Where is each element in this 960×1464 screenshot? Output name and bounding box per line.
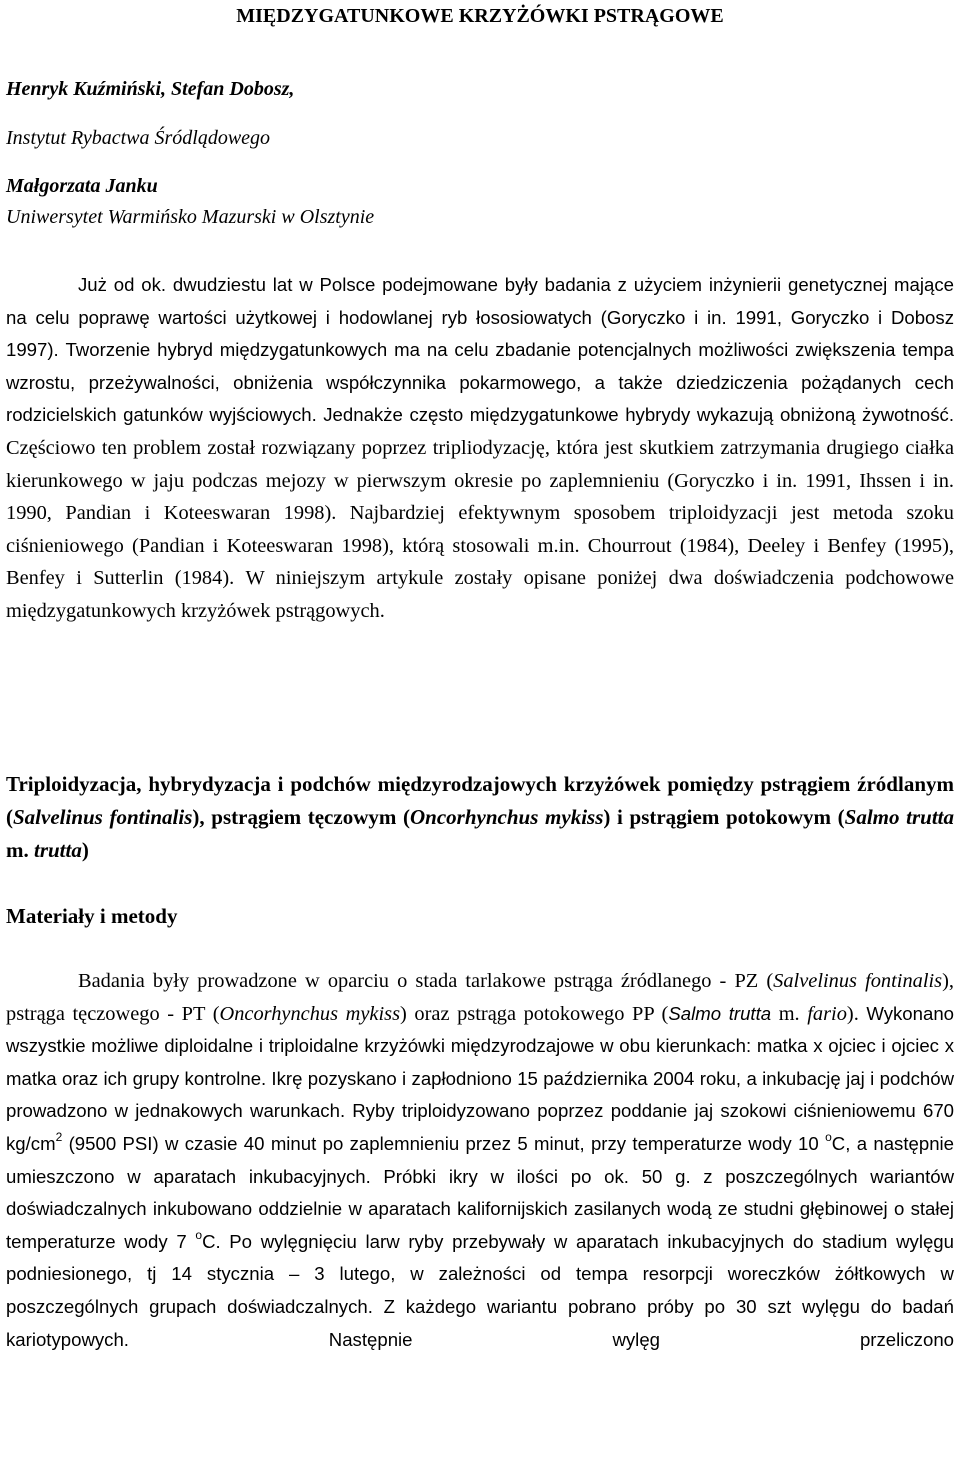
methods-g1: Po wylęgnięciu larw ryby przebywały w aparatach inkubacyjnych do stadium wylęgu podniesionego, tj 14 stycznia – 3 lutego, w zależności od tempa resorpcji woreczków żółtkowych w poszczególnych grupach doświadczalnych. xyxy=(6,1230,954,1317)
methods-a1: Badania były prowadzone w oparciu o stada tarlakowe pstrąga źródlanego - PZ ( xyxy=(78,970,774,992)
intro-sentence-5: Najbardziej efektywnym sposobem triploidyzacji jest metoda szoku ciśnieniowego (Pandian i Koteeswaran 1998), którą stosowali m.in. xyxy=(6,502,954,557)
intro-paragraph xyxy=(6,269,954,628)
methods-e1: Próbki ikry w ilości po ok. 50 g. xyxy=(383,1165,691,1187)
affiliation-line-2: Uniwersytet Warmińsko Mazurski w Olsztynie xyxy=(6,206,375,228)
intro-sentence-1: Już od ok. dwudziestu lat w Polsce podejmowane były badania z użyciem inżynierii genetycznej mające na celu poprawę wartości użytkowej i hodowlanej ryb łososiowatych (Goryczko i in. 1991, Goryczko i Dobosz 1997). xyxy=(6,274,954,361)
methods-a5: ). xyxy=(846,1002,859,1025)
methods-c1: Ikrę pozyskano i zapłodniono 15 października 2004 roku, a inkubację jaj i podchów prowadzono w jednakowych warunkach. xyxy=(6,1067,954,1122)
heading-part-3: ) i pstrągiem potokowym ( xyxy=(603,805,845,829)
methods-d3: C, a następnie umieszczono w aparatach inkubacyjnych. xyxy=(6,1132,955,1187)
paper-title: MIĘDZYGATUNKOWE KRZYŻÓWKI PSTRĄGOWE xyxy=(236,5,724,27)
authors-line-2: Małgorzata Janku xyxy=(6,175,158,197)
heading-part-4: m. xyxy=(6,838,34,862)
methods-a3: ) oraz pstrąga potokowego PP ( xyxy=(400,1002,669,1025)
heading-part-1: Triploidyzacja, hybrydyzacja i podchów międzyrodzajowych krzyżówek pomiędzy pstrągiem źródlanym ( xyxy=(6,772,954,829)
methods-h1: Z każdego wariantu pobrano próby po 30 szt wylęgu do badań kariotypowych. xyxy=(6,1295,954,1350)
methods-b1: Wykonano wszystkie możliwe diploidalne i triploidalne krzyżówki międzyrodzajowe w obu kierunkach: matka x ojciec i ojciec x matka oraz ich grupy kontrolne. xyxy=(6,1002,955,1089)
methods-species-2: Oncorhynchus mykiss xyxy=(219,1002,401,1025)
methods-f2: C. xyxy=(202,1230,221,1252)
subheading-methods: Materiały i metody xyxy=(6,904,178,928)
methods-h2: Następnie wylęg przeliczono xyxy=(328,1328,954,1350)
heading-part-5: ) xyxy=(81,838,89,862)
methods-d2: (9500 PSI) w czasie 40 minut po zaplemnieniu przez 5 minut, przy temperaturze wody 10 xyxy=(62,1132,826,1154)
superscript-degree-2: o xyxy=(195,1227,203,1242)
affiliation-line-1: Instytut Rybactwa Śródlądowego xyxy=(6,127,271,149)
methods-species-4: fario xyxy=(807,1002,847,1025)
heading-part-2: ), pstrągiem tęczowym ( xyxy=(192,805,411,829)
intro-sentence-2: Tworzenie hybryd międzygatunkowych ma na celu zbadanie potencjalnych możliwości zwiększenia tempa wzrostu, przeżywalności, obniżenia współczynnika pokarmowego, a także dziedziczenia pożądanych cech rodzicielskich gatunków wyjściowych. xyxy=(6,339,954,426)
methods-species-3: Salmo trutta xyxy=(668,1002,772,1024)
intro-sentence-3: Jednakże często międzygatunkowe hybrydy wykazują obniżoną żywotność. xyxy=(323,404,955,426)
methods-a2: ), pstrąga tęczowego - PT ( xyxy=(6,970,955,1025)
section-heading xyxy=(6,768,954,867)
authors-line-1: Henryk Kuźmiński, Stefan Dobosz, xyxy=(6,78,295,100)
heading-species-2: Oncorhynchus mykiss xyxy=(410,805,604,829)
heading-species-4: trutta xyxy=(34,838,82,862)
intro-sentence-4: Częściowo ten problem został rozwiązany poprzez tripliodyzację, która jest skutkiem zatrzymania drugiego ciałka kierunkowego w jaju podczas mejozy w pierwszym okresie po zaplemnieniu (Goryczko i in. 1991, Ihssen i in. 1990, Pandian i Koteeswaran 1998). xyxy=(6,436,954,525)
methods-species-1: Salvelinus fontinalis xyxy=(773,970,943,992)
superscript-degree-1: o xyxy=(825,1129,832,1144)
methods-f1: z poszczególnych wariantów doświadczalnych inkubowano oddzielnie w aparatach kalifornijskich zasilanych wodą ze studni głębinowej o stałej temperaturze wody 7 xyxy=(6,1165,955,1252)
intro-sentence-7: W niniejszym artykule zostały opisane poniżej dwa doświadczenia podchowowe międzygatunkowych krzyżówek pstrągowych. xyxy=(6,567,954,622)
methods-d1: Ryby triploidyzowano poprzez poddanie jaj szokowi ciśnieniowemu 670 kg/cm xyxy=(6,1100,955,1154)
intro-sentence-6: Chourrout (1984), Deeley i Benfey (1995), Benfey i Sutterlin (1984). xyxy=(6,534,954,590)
methods-a4: m. xyxy=(771,1002,808,1025)
heading-species-1: Salvelinus fontinalis xyxy=(13,805,193,829)
heading-species-3: Salmo trutta xyxy=(844,805,954,829)
superscript-2: 2 xyxy=(55,1129,63,1144)
methods-paragraph xyxy=(6,965,954,1356)
